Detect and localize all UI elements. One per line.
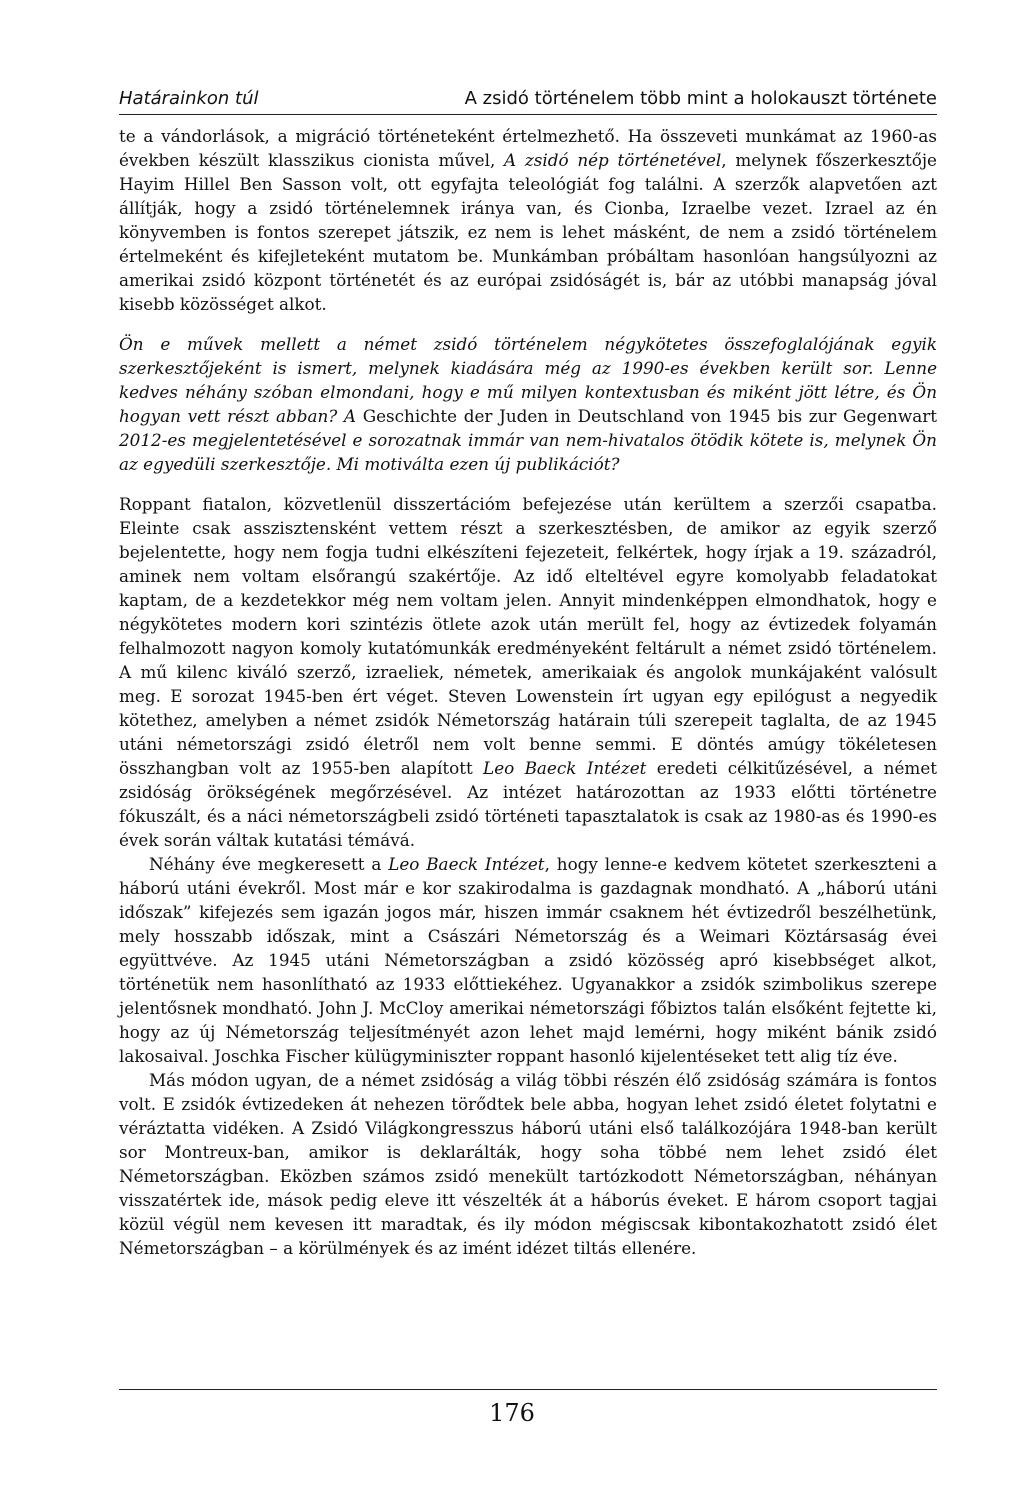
running-header (119, 88, 937, 115)
paragraph-3-italic-institute: Leo Baeck Intézet (388, 854, 545, 874)
question-part-2: 2012-es megjelentetésével e sorozatnak immár van nem-hivatalos ötödik kötete is, melynek Ön az egyedüli szerkesztője. Mi motiválta ezen új publikációt? (119, 430, 937, 474)
answer-text (119, 492, 937, 1260)
interview-question (119, 332, 937, 476)
body-text (119, 124, 937, 316)
paragraph-1-continuation: , melynek főszerkesztője Hayim Hillel Ben Sasson volt, ott egyfajta teleológiát fog találni. A szerzők alapvetően azt állítják, hogy a zsidó történelemnek iránya van, és Cionba, Izraelbe vezet. Izrael az én könyvemben is fontos szerepet játszik, ez nem is lehet másként, de nem a zsidó történelem értelmeként és kifejleteként mutatom be. Munkámban próbáltam hasonlóan hangsúlyozni az amerikai zsidó központ történetét és az európai zsidóságét is, bár az utóbbi manapság jóval kisebb közösséget alkot. (119, 150, 937, 314)
paragraph-3-continuation: , hogy lenne-e kedvem kötetet szerkeszteni a háború utáni évekről. Most már e kor szakirodalma is gazdagnak mondható. A „háború utáni időszak” kifejezés sem igazán jogos már, hiszen immár csaknem hét évtizedről beszélhetünk, mely hosszabb időszak, mint a Császári Németország és a Weimari Köztársaság évei együttvéve. Az 1945 utáni Németországban a zsidó közösség apró kisebbséget alkot, történetük nem hasonlítható az 1933 előttiekéhez. Ugyanakkor a zsidók szimbolikus szerepe jelentősnek mondható. John J. McCloy amerikai németországi főbiztos talán elsőként fejtette ki, hogy az új Németország teljesítményét azon lehet majd lemérni, hogy miként bánik zsidó lakosaival. Joschka Fischer külügyminiszter roppant hasonló kijelentéseket tett alig tíz éve. (119, 854, 937, 1066)
question-part-1: Ön e művek mellett a német zsidó történelem négykötetes összefoglalójának egyik szerkesztőjeként is ismert, melynek kiadására még az 1990-es években került sor. Lenne kedves néhány szóban elmondani, hogy e mű milyen kontextusban és miként jött létre, és Ön hogyan vett részt abban? A (119, 334, 937, 426)
header-book-title: Határainkon túl (119, 88, 259, 109)
question-book-title: Geschichte der Juden in Deutschland von 1945 bis zur Gegenwart (362, 406, 937, 426)
paragraph-2 (119, 492, 937, 852)
paragraph-2-continuation: eredeti célkitűzésével, a német zsidóság örökségének megőrzésével. Az intézet határozottan az 1933 előtti történetre fókuszált, és a náci németországbeli zsidó történeti tapasztalatok is csak az 1980-as és 1990-es évek során váltak kutatási témává. (119, 758, 937, 850)
paragraph-4: Más módon ugyan, de a német zsidóság a világ többi részén élő zsidóság számára is fontos volt. E zsidók évtizedeken át nehezen törődtek bele abba, hogyan lehet zsidó életet folytatni e véráztatta vidéken. A Zsidó Világkongresszus háború utáni első találkozójára 1948-ban került sor Montreux-ban, amikor is deklarálták, hogy soha többé nem lehet zsidó élet Németországban. Eközben számos zsidó menekült tartózkodott Németországban, néhányan visszatértek ide, mások pedig eleve itt vészelték át a háborús éveket. E három csoport tagjai közül végül nem kevesen itt maradtak, és ily módon mégiscsak kibontakozhatott zsidó élet Németországban – a körülmények és az imént idézet tiltás ellenére. (119, 1070, 937, 1258)
page-number: 176 (489, 1399, 535, 1427)
paragraph-2-italic-institute: Leo Baeck Intézet (483, 758, 647, 778)
book-page (119, 88, 937, 1260)
paragraph-1-italic-title: A zsidó nép történetével (504, 150, 722, 170)
footer-divider (119, 1389, 937, 1390)
paragraph-3 (119, 852, 937, 1068)
paragraph-1 (119, 124, 937, 316)
paragraph-3-text: Néhány éve megkeresett a (149, 854, 389, 874)
paragraph-2-text: Roppant fiatalon, közvetlenül disszertációm befejezése után kerültem a szerzői csapatba. Eleinte csak asszisztensként vettem részt a szerkesztésben, de amikor az egyik szerző bejelentette, hogy nem fogja tudni elkészíteni fejezeteit, felkértek, hogy írjak a 19. századról, aminek nem voltam elsőrangú szakértője. Az idő elteltével egyre komolyabb feladatokat kaptam, de a kezdetekkor még nem voltam jelen. Annyit mindenképpen elmondhatok, hogy e négykötetes modern kori szintézis ötlete azok után merült fel, hogy az évtizedek folyamán felhalmozott nagyon komoly kutatómunkák eredményeként feltárult a német zsidó történelem. A mű kilenc kiváló szerző, izraeliek, németek, amerikaiak és angolok munkájaként valósult meg. E sorozat 1945-ben ért véget. Steven Lowenstein írt ugyan egy epilógust a negyedik kötethez, amelyben a német zsidók Németország határain túli szerepeit taglalta, de az 1945 utáni németországi zsidó életről nem volt benne semmi. E döntés amúgy tökéletesen összhangban volt az 1955-ben alapított (119, 494, 937, 778)
paragraph-1-text: te a vándorlások, a migráció történeteként értelmezhető. Ha összeveti munkámat az 1960-as években készült klasszikus cionista művel, (119, 126, 937, 170)
header-chapter-title: A zsidó történelem több mint a holokauszt története (464, 88, 937, 109)
